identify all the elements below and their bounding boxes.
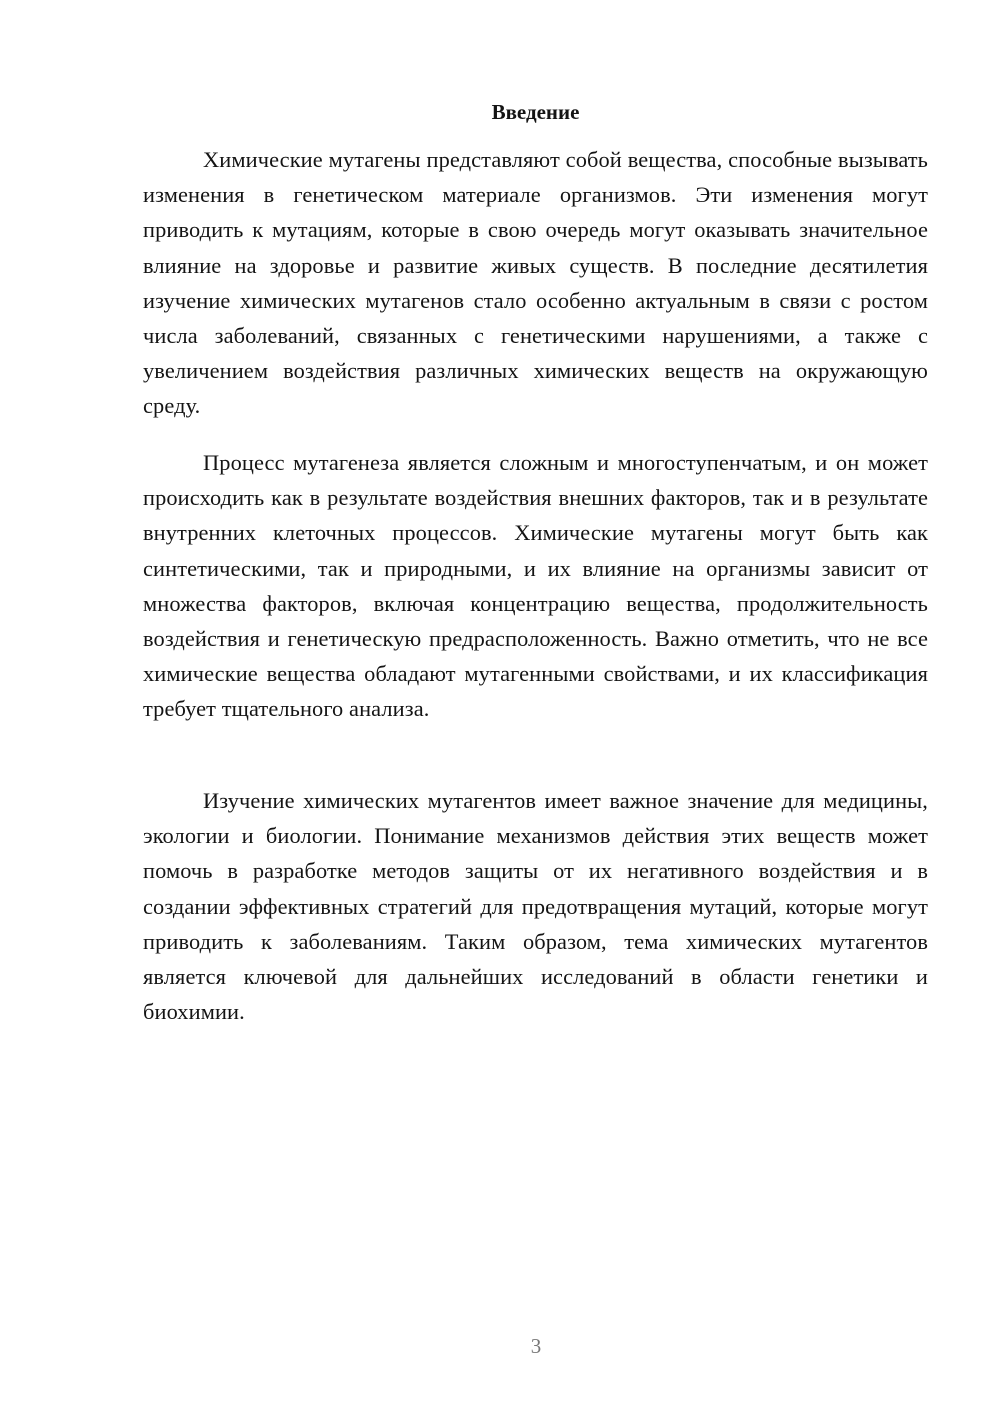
paragraph-2: Процесс мутагенеза является сложным и многоступенчатым, и он может происходить как в результате воздействия внешних факторов, так и в результате внутренних клеточных процессов. Химические мутагены могут быть как синтетическими, так и природными, и их влияние на организмы зависит от множества факторов, включая концентрацию вещества, продолжительность воздействия и генетическую предрасположенность. Важно отметить, что не все химические вещества обладают мутагенными свойствами, и их классификация требует тщательного анализа. <box>143 450 928 722</box>
page-number: 3 <box>530 1334 542 1358</box>
paragraph-3: Изучение химических мутагентов имеет важное значение для медицины, экологии и биологии. Понимание механизмов действия этих веществ может помочь в разработке методов защиты от их негативного воздействия и в создании эффективных стратегий для предотвращения мутаций, которые могут приводить к заболеваниям. Таким образом, тема химических мутагентов является ключевой для дальнейших исследований в области генетики и биохимии. <box>143 788 928 1025</box>
section-heading: Введение <box>491 100 580 124</box>
paragraph-1: Химические мутагены представляют собой вещества, способные вызывать изменения в генетическом материале организмов. Эти изменения могут приводить к мутациям, которые в свою очередь могут оказывать значительное влияние на здоровье и развитие живых существ. В последние десятилетия изучение химических мутагенов стало особенно актуальным в связи с ростом числа заболеваний, связанных с генетическими нарушениями, а также с увеличением воздействия различных химических веществ на окружающую среду. <box>143 147 928 419</box>
